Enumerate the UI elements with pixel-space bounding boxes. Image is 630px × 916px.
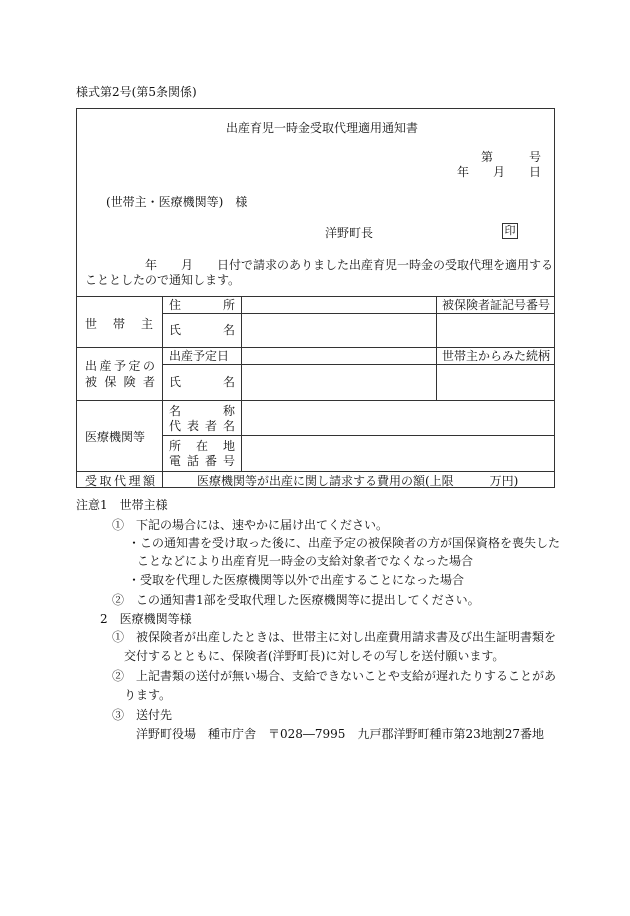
grid-line	[436, 296, 437, 400]
document-title: 出産育児一時金受取代理適用通知書	[226, 121, 419, 135]
grid-line	[162, 296, 163, 488]
note2-heading: 2 医療機関等様	[100, 612, 192, 626]
body-text-line1: 年 月 日付で請求のありました出産育児一時金の受取代理を適用する	[145, 258, 554, 272]
address-label: 住 所	[169, 298, 235, 312]
grid-line	[241, 296, 242, 471]
note1-item1b: ・受取を代理した医療機関等以外で出産することになった場合	[128, 573, 465, 587]
insured-label-line2: 被 保 険 者	[85, 375, 155, 389]
note1-item1a-line1: ・この通知書を受け取った後に、出産予定の被保険者の方が国保資格を喪失した	[128, 536, 561, 550]
delivery-address: 洋野町役場 種市庁舎 〒028―7995 九戸郡洋野町種市第23地割27番地	[136, 727, 544, 741]
grid-line	[76, 400, 555, 401]
insurance-number-label: 被保険者証記号番号	[442, 298, 551, 312]
note2-item2-line1: ② 上記書類の送付が無い場合、支給できないことや支給が遅れたりすることがあ	[112, 669, 557, 683]
insured-label-line1: 出 産 予 定 の	[85, 359, 155, 373]
note1-item1a-line2: ことなどにより出産育児一時金の支給対象者でなくなった場合	[137, 554, 474, 568]
number-go: 号	[529, 150, 542, 164]
grid-line	[162, 313, 555, 314]
note1-heading: 注意1 世帯主様	[76, 498, 168, 512]
due-date-label: 出産予定日	[169, 349, 230, 363]
note2-item3: ③ 送付先	[112, 708, 173, 722]
addressee: (世帯主・医療機関等) 様	[106, 195, 248, 209]
note2-item1-line2: 交付するとともに、保険者(洋野町長)に対しその写しを送付願います。	[124, 649, 505, 663]
grid-line	[76, 471, 555, 472]
phone-label: 電 話 番 号	[169, 454, 235, 468]
location-label: 所 在 地	[169, 439, 235, 453]
date-year: 年	[457, 165, 470, 179]
seal-stamp: 印	[502, 223, 518, 239]
amount-label: 受 取 代 理 額	[85, 474, 155, 488]
household-head-label: 世 帯 主	[85, 317, 153, 331]
institution-name-label: 名 称	[169, 404, 235, 418]
date-day: 日	[529, 165, 542, 179]
note1-item2: ② この通知書1部を受取代理した医療機関等に提出してください。	[112, 593, 480, 607]
grid-line	[162, 435, 555, 436]
note2-item2-line2: ります。	[124, 688, 172, 702]
medical-institution-label: 医療機関等	[85, 430, 146, 444]
note1-item1: ① 下記の場合には、速やかに届け出てください。	[112, 518, 389, 532]
issuer: 洋野町長	[325, 226, 374, 240]
relation-label: 世帯主からみた続柄	[442, 349, 551, 363]
amount-text: 医療機関等が出産に関し請求する費用の額(上限 万円)	[197, 474, 519, 488]
name-label: 氏 名	[169, 323, 235, 337]
date-month: 月	[493, 165, 506, 179]
insured-name-label: 氏 名	[169, 375, 235, 389]
grid-line	[162, 364, 555, 365]
grid-line	[76, 347, 555, 348]
body-text-line2: こととしたので通知します。	[85, 273, 241, 287]
note2-item1-line1: ① 被保険者が出産したときは、世帯主に対し出産費用請求書及び出生証明書類を	[112, 630, 557, 644]
table-top-line	[76, 296, 555, 297]
number-dai: 第	[481, 150, 494, 164]
form-label: 様式第2号(第5条関係)	[76, 85, 197, 99]
representative-label: 代 表 者 名	[169, 419, 235, 433]
